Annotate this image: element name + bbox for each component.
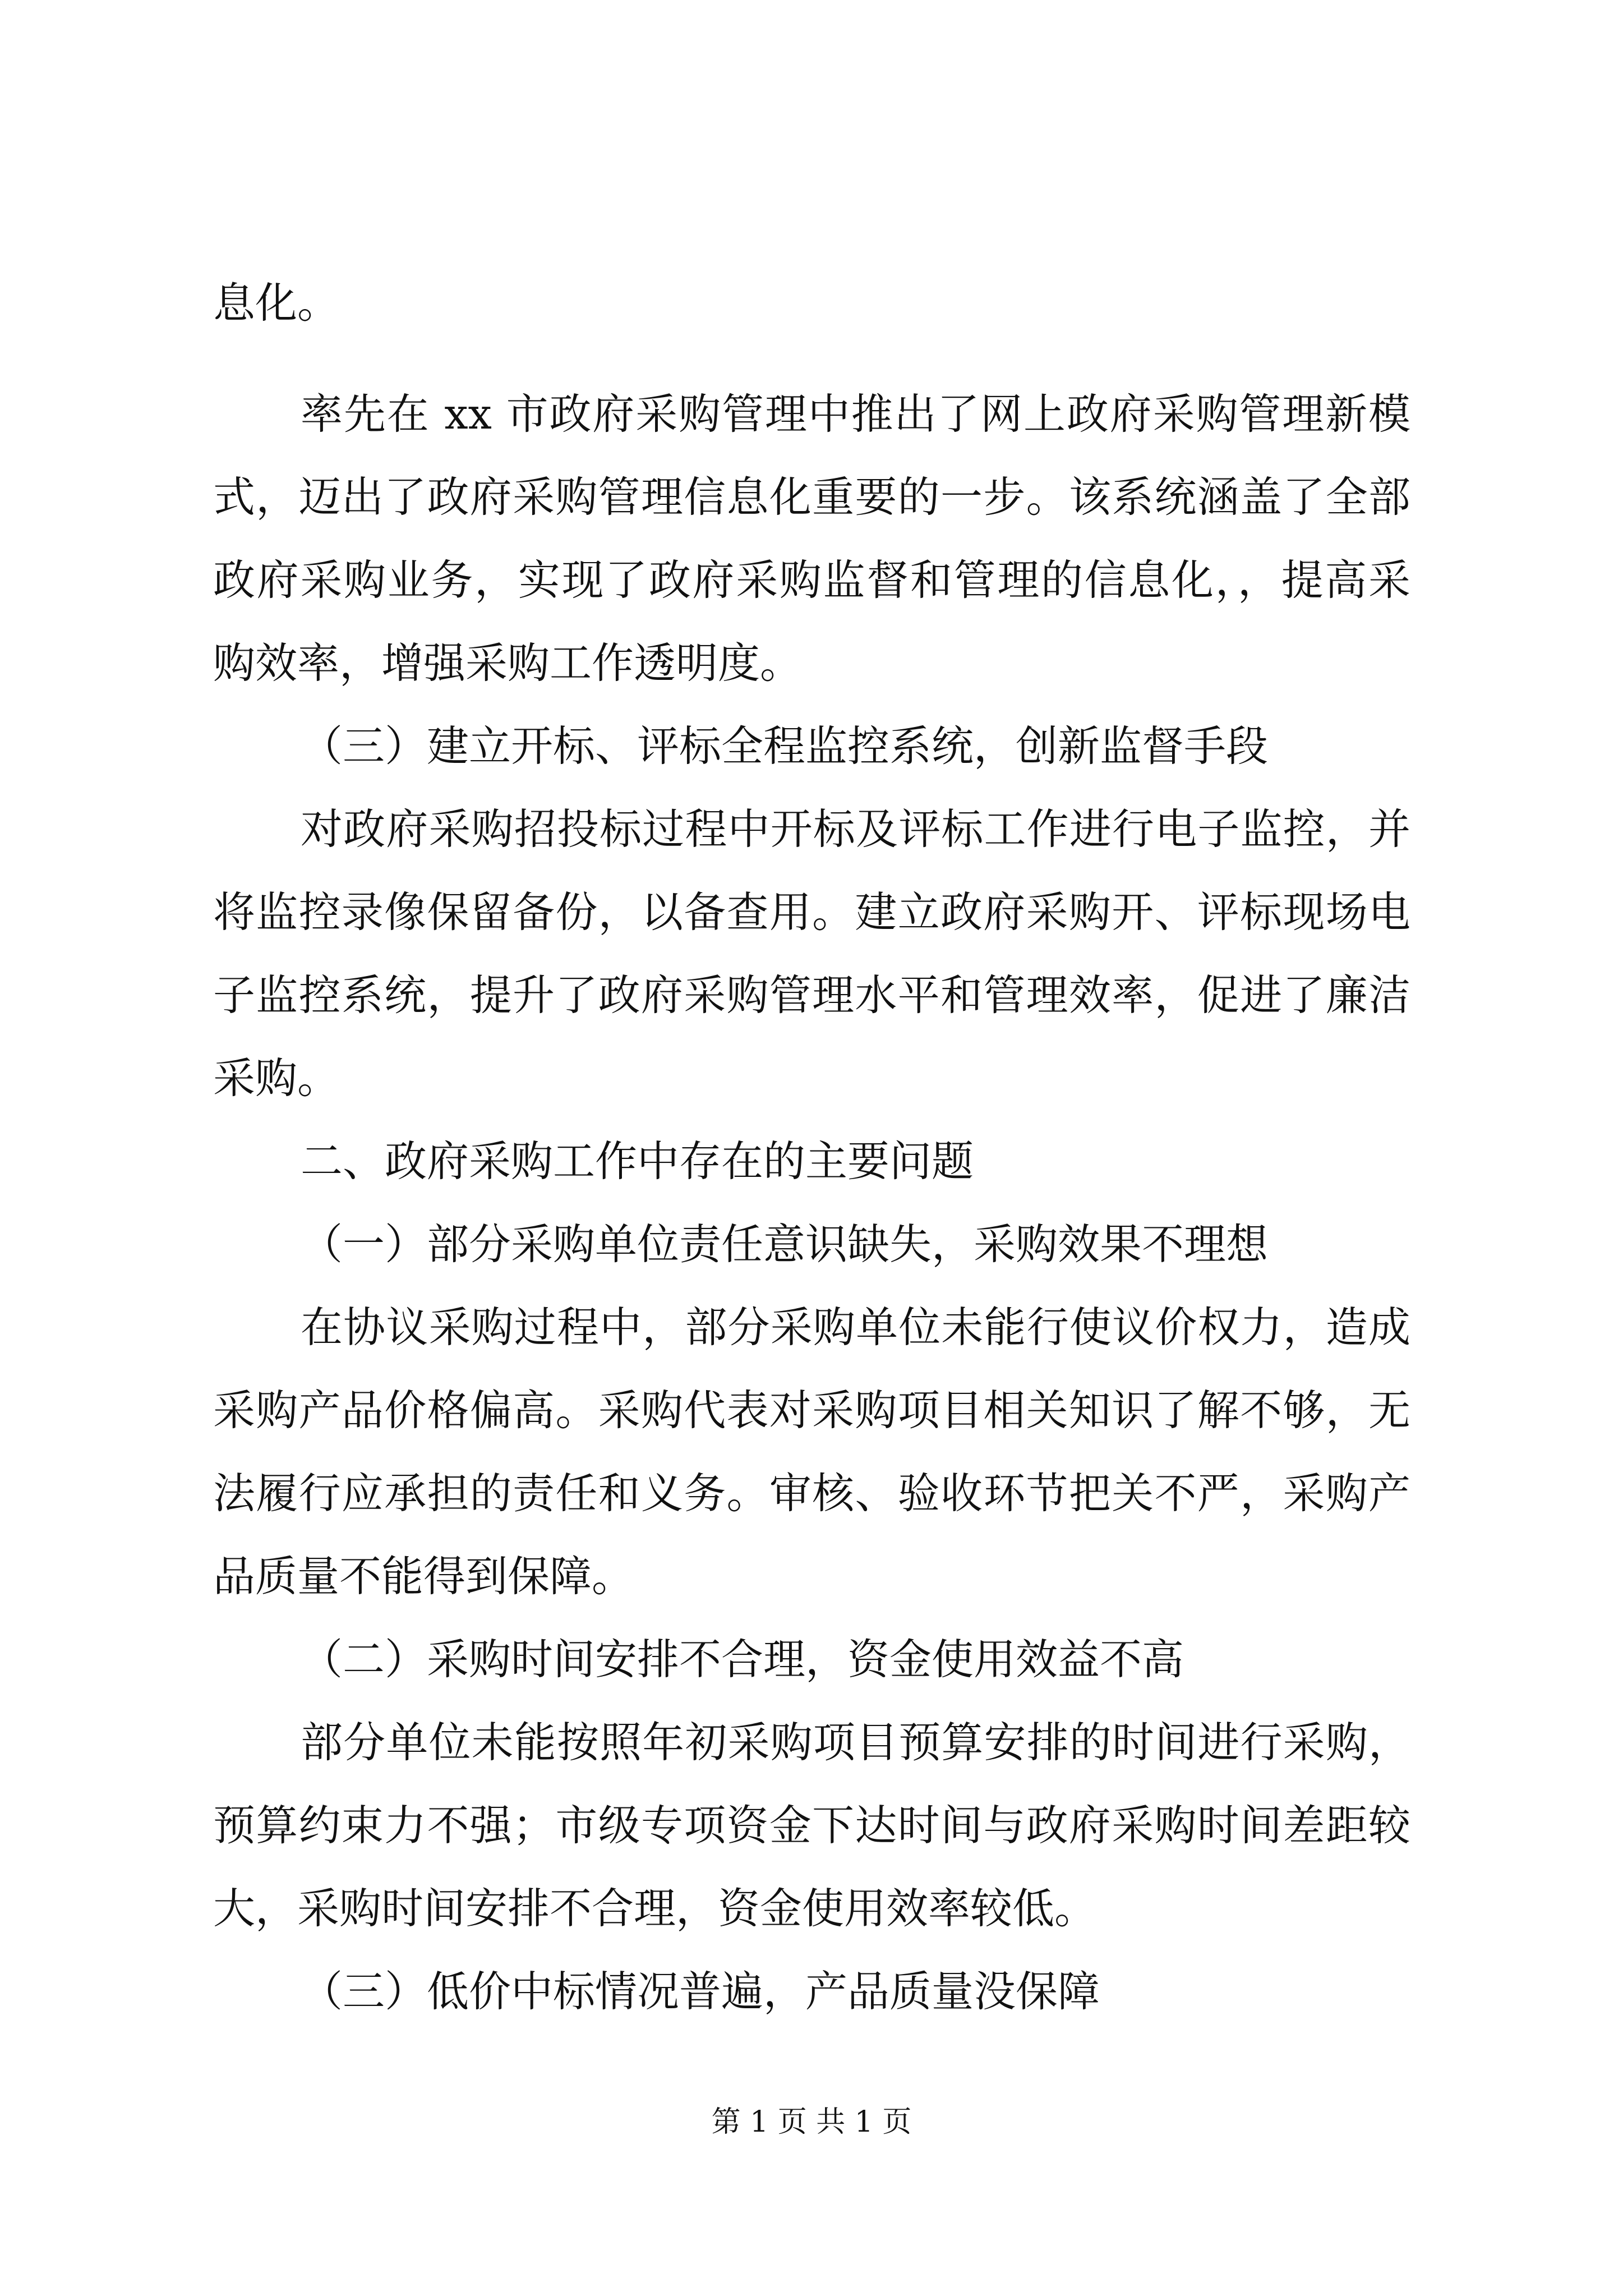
page-footer: 第 1 页 共 1 页 [711,2105,912,2139]
section-heading: （三）低价中标情况普遍，产品质量没保障 [301,1967,1100,2016]
paragraph-line: 采购产品价格偏高。采购代表对采购项目相关知识了解不够，无 [213,1386,1410,1435]
section-heading: （二）采购时间安排不合理，资金使用效益不高 [301,1635,1184,1684]
paragraph-line: 采购。 [213,1053,340,1103]
paragraph-line: 将监控录像保留备份，以备查用。建立政府采购开、评标现场电 [213,887,1410,937]
section-heading: 二、政府采购工作中存在的主要问题 [301,1137,974,1186]
paragraph-line: 子监控系统，提升了政府采购管理水平和管理效率，促进了廉洁 [213,970,1410,1020]
section-heading: （三）建立开标、评标全程监控系统，创新监督手段 [301,721,1269,771]
paragraph-line: 品质量不能得到保障。 [213,1552,634,1601]
paragraph-line: 部分单位未能按照年初采购项目预算安排的时间进行采购， [301,1718,1410,1767]
paragraph-line: 法履行应承担的责任和义务。审核、验收环节把关不严，采购产 [213,1469,1410,1518]
section-heading: （一）部分采购单位责任意识缺失，采购效果不理想 [301,1220,1269,1269]
paragraph-line: 政府采购业务，实现了政府采购监督和管理的信息化，，提高采 [213,555,1410,605]
paragraph-line: 预算约束力不强；市级专项资金下达时间与政府采购时间差距较 [213,1801,1410,1850]
paragraph-line: 对政府采购招投标过程中开标及评标工作进行电子监控，并 [301,804,1410,854]
paragraph-line: 在协议采购过程中，部分采购单位未能行使议价权力，造成 [301,1303,1410,1352]
paragraph-line: 息化。 [213,278,340,328]
paragraph-line: 大，采购时间安排不合理，资金使用效率较低。 [213,1884,1097,1933]
paragraph-line: 式，迈出了政府采购管理信息化重要的一步。该系统涵盖了全部 [213,472,1410,522]
paragraph-line: 率先在 xx 市政府采购管理中推出了网上政府采购管理新模 [301,389,1410,439]
paragraph-line: 购效率，增强采购工作透明度。 [213,638,803,688]
